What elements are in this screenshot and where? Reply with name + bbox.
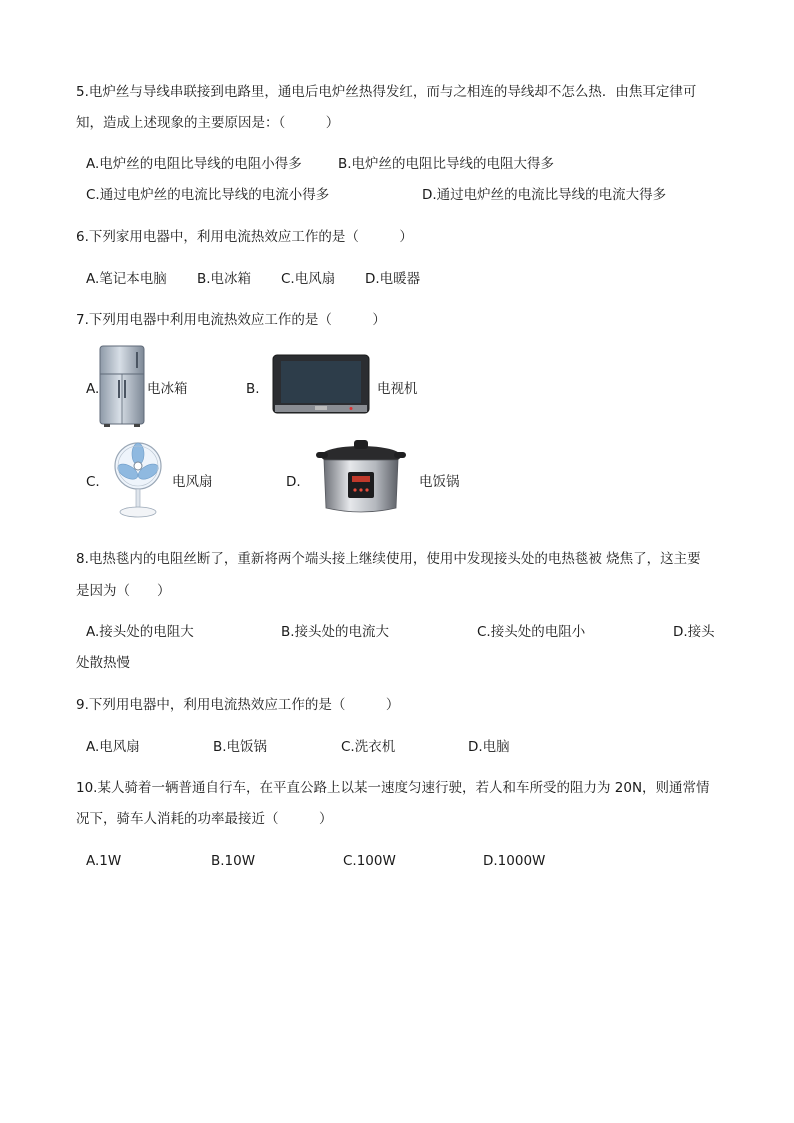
question-6-option-a[interactable]: A.笔记本电脑 <box>86 271 167 287</box>
question-10-option-b[interactable]: B.10W <box>211 853 256 869</box>
question-8-option-b[interactable]: B.接头处的电流大 <box>281 624 390 640</box>
rice-cooker-icon <box>314 438 408 518</box>
question-10-stem-line-1: 10.某人骑着一辆普通自行车，在平直公路上以某一速度匀速行驶，若人和车所受的阻力为 20N，则通常情 <box>76 780 710 796</box>
question-5-option-b[interactable]: B.电炉丝的电阻比导线的电阻大得多 <box>338 156 555 172</box>
question-6-option-c[interactable]: C.电风扇 <box>281 271 336 287</box>
question-9-option-c[interactable]: C.洗衣机 <box>341 739 396 755</box>
question-9-option-a[interactable]: A.电风扇 <box>86 739 140 755</box>
question-8-option-c[interactable]: C.接头处的电阻小 <box>477 624 586 640</box>
question-6-option-d[interactable]: D.电暖器 <box>365 271 421 287</box>
question-5-stem-line-1: 5.电炉丝与导线串联接到电路里，通电后电炉丝热得发红，而与之相连的导线却不怎么热．由焦耳定律可 <box>76 84 697 100</box>
question-6-stem: 6.下列家用电器中，利用电流热效应工作的是（ ） <box>76 229 413 245</box>
question-5-option-d[interactable]: D.通过电炉丝的电流比导线的电流大得多 <box>422 187 667 203</box>
question-7-option-c-letter[interactable]: C. <box>86 474 100 490</box>
question-5-option-a[interactable]: A.电炉丝的电阻比导线的电阻小得多 <box>86 156 302 172</box>
question-9-option-d[interactable]: D.电脑 <box>468 739 510 755</box>
question-5-option-c[interactable]: C.通过电炉丝的电流比导线的电流小得多 <box>86 187 330 203</box>
question-10-option-c[interactable]: C.100W <box>343 853 396 869</box>
question-7-stem: 7.下列用电器中利用电流热效应工作的是（ ） <box>76 312 386 328</box>
question-8-option-d[interactable]: D.接头 <box>673 624 715 640</box>
question-10-stem-line-2: 况下，骑车人消耗的功率最接近（ ） <box>76 811 333 827</box>
question-10-option-a[interactable]: A.1W <box>86 853 122 869</box>
refrigerator-icon <box>96 344 150 428</box>
question-8-stem-line-2: 是因为（ ） <box>76 583 171 599</box>
question-6-option-b[interactable]: B.电冰箱 <box>197 271 252 287</box>
question-8-option-a[interactable]: A.接头处的电阻大 <box>86 624 194 640</box>
question-7-option-c-name: 电风扇 <box>172 474 213 490</box>
question-7-option-d-name: 电饭锅 <box>419 474 460 490</box>
question-7-option-b-name: 电视机 <box>377 381 418 397</box>
television-icon <box>271 353 371 417</box>
question-9-stem: 9.下列用电器中，利用电流热效应工作的是（ ） <box>76 697 400 713</box>
question-7-option-a-name: 电冰箱 <box>147 381 188 397</box>
question-7-option-d-letter[interactable]: D. <box>286 474 301 490</box>
question-7-option-a-letter[interactable]: A. <box>86 381 100 397</box>
question-8-stem-line-1: 8.电热毯内的电阻丝断了，重新将两个端头接上继续使用，使用中发现接头处的电热毯被 烧焦了，这主要 <box>76 551 701 567</box>
electric-fan-icon <box>110 440 166 520</box>
question-9-option-b[interactable]: B.电饭锅 <box>213 739 268 755</box>
question-10-option-d[interactable]: D.1000W <box>483 853 546 869</box>
question-7-option-b-letter[interactable]: B. <box>246 381 260 397</box>
question-8-option-d-wrap[interactable]: 处散热慢 <box>76 655 130 671</box>
question-5-stem-line-2: 知，造成上述现象的主要原因是：（ ） <box>76 115 340 131</box>
